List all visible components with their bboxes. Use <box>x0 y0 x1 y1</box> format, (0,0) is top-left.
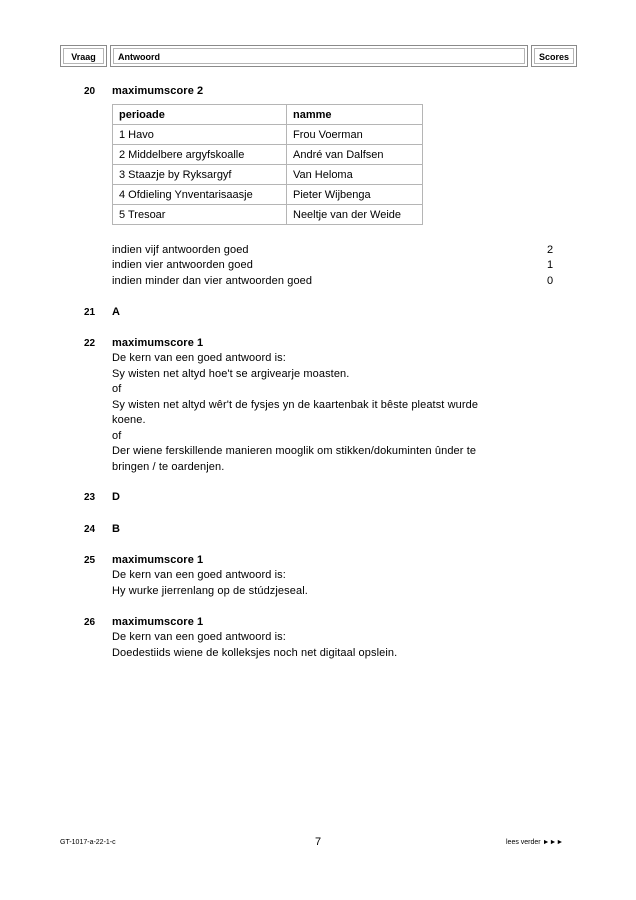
table-header-row <box>113 105 423 125</box>
table-row <box>113 165 423 185</box>
q22-line: koene. <box>112 414 146 426</box>
question-number-21: 21 <box>84 307 96 318</box>
scoring-points: 1 <box>547 259 554 271</box>
table-cell: 1 Havo <box>113 125 287 145</box>
q25-line: De kern van een goed antwoord is: <box>112 569 286 581</box>
table-cell: 4 Ofdieling Ynventarisaasje <box>113 185 287 205</box>
table-row <box>113 145 423 165</box>
q22-maximumscore: maximumscore 1 <box>112 337 204 349</box>
q22-line: of <box>112 383 122 395</box>
table-row <box>113 205 423 225</box>
header-scores <box>531 45 577 67</box>
table-cell: Neeltje van der Weide <box>287 205 423 225</box>
table-cell: Pieter Wijbenga <box>287 185 423 205</box>
q22-line: of <box>112 430 122 442</box>
header-scores-label: Scores <box>534 48 574 64</box>
question-number-26: 26 <box>84 617 96 628</box>
q22-line: Der wiene ferskillende manieren mooglik om stikken/dokuminten ûnder te <box>112 445 477 457</box>
table-cell: Van Heloma <box>287 165 423 185</box>
question-number-20: 20 <box>84 86 96 97</box>
q23-answer: D <box>112 491 121 503</box>
scoring-line: indien vijf antwoorden goed <box>112 244 249 256</box>
scoring-line: indien minder dan vier antwoorden goed <box>112 275 313 287</box>
answer-table-q20 <box>112 104 423 225</box>
question-number-23: 23 <box>84 492 96 503</box>
table-cell: Frou Voerman <box>287 125 423 145</box>
question-number-25: 25 <box>84 555 96 566</box>
page-number: 7 <box>315 836 322 848</box>
table-row <box>113 125 423 145</box>
table-cell: 2 Middelbere argyfskoalle <box>113 145 287 165</box>
q25-line: Hy wurke jierrenlang op de stúdzjeseal. <box>112 585 308 597</box>
question-number-24: 24 <box>84 524 96 535</box>
header-antwoord <box>110 45 528 67</box>
header-vraag-label: Vraag <box>63 48 104 64</box>
scoring-points: 0 <box>547 275 554 287</box>
q26-maximumscore: maximumscore 1 <box>112 616 204 628</box>
q26-line: Doedestiids wiene de kolleksjes noch net digitaal opslein. <box>112 647 398 659</box>
table-cell: 3 Staazje by Ryksargyf <box>113 165 287 185</box>
q21-answer: A <box>112 306 121 318</box>
q22-line: bringen / te oardenjen. <box>112 461 225 473</box>
header-antwoord-label: Antwoord <box>113 48 525 64</box>
table-cell: 5 Tresoar <box>113 205 287 225</box>
table-row <box>113 185 423 205</box>
footer-code: GT-1017-a-22-1-c <box>60 839 116 846</box>
q20-maximumscore: maximumscore 2 <box>112 85 204 97</box>
footer-continue: lees verder ►►► <box>506 839 564 846</box>
scoring-points: 2 <box>547 244 554 256</box>
q26-line: De kern van een goed antwoord is: <box>112 631 286 643</box>
table-header-perioade: perioade <box>113 105 287 125</box>
q22-line: Sy wisten net altyd wêr't de fysjes yn de kaartenbak it bêste pleatst wurde <box>112 399 479 411</box>
header-vraag <box>60 45 107 67</box>
q24-answer: B <box>112 523 121 535</box>
q25-maximumscore: maximumscore 1 <box>112 554 204 566</box>
scoring-line: indien vier antwoorden goed <box>112 259 253 271</box>
question-number-22: 22 <box>84 338 96 349</box>
q22-line: Sy wisten net altyd hoe't se argivearje moasten. <box>112 368 350 380</box>
table-cell: André van Dalfsen <box>287 145 423 165</box>
q22-line: De kern van een goed antwoord is: <box>112 352 286 364</box>
table-header-namme: namme <box>287 105 423 125</box>
